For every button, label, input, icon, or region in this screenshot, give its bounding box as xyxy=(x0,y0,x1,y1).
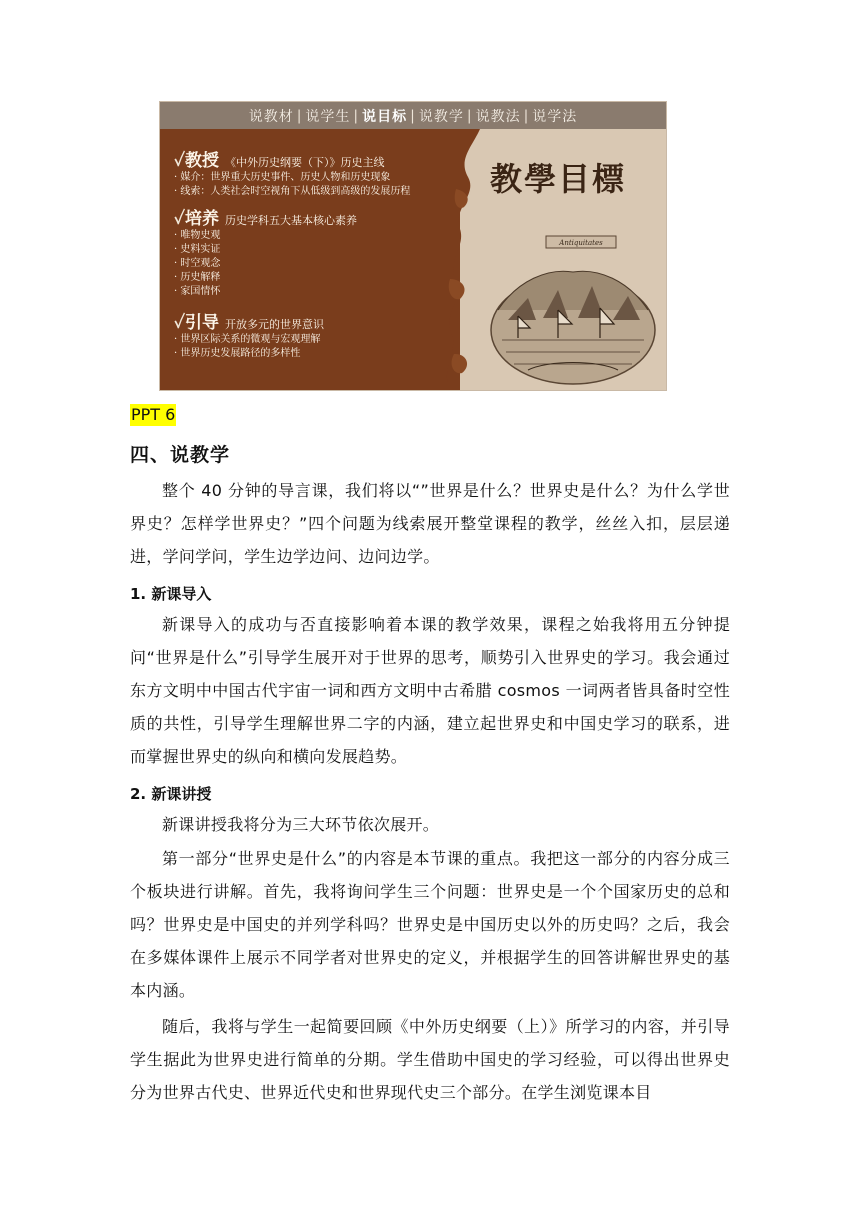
slide-nav-item: 说学法 xyxy=(532,108,578,125)
paragraph-three-parts: 新课讲授我将分为三大环节依次展开。 xyxy=(162,815,440,834)
engraving-illustration xyxy=(488,220,658,385)
slide-nav-item: 说教法 xyxy=(475,108,521,125)
slide-block-sub: 开放多元的世界意识 xyxy=(224,318,324,331)
slide-nav-item-active: 说目标 xyxy=(362,108,408,125)
slide-nav-item: 说学生 xyxy=(305,108,351,125)
section-heading: 四、说教学 xyxy=(130,444,231,466)
ppt-label-highlight: PPT 6 xyxy=(131,405,176,424)
slide-bullet: · 时空观念 xyxy=(174,258,221,269)
slide-nav-item: 说教学 xyxy=(418,108,464,125)
subheading-new-lesson-intro: 1. 新课导入 xyxy=(130,585,212,603)
slide-block-teach xyxy=(174,146,410,199)
slide-block-guide xyxy=(174,308,324,361)
slide-bullet: · 史料实证 xyxy=(174,244,221,255)
check-icon: ✓ xyxy=(174,151,185,171)
slide-bullet: · 世界历史发展路径的多样性 xyxy=(174,348,301,359)
slide-bullet: · 家国情怀 xyxy=(174,286,221,297)
slide-block-sub: 《中外历史纲要（下）》历史主线 xyxy=(224,156,385,169)
slide-nav-item: 说教材 xyxy=(248,108,294,125)
subheading-new-lesson-teaching: 2. 新课讲授 xyxy=(130,785,212,803)
slide-bullet: · 历史解释 xyxy=(174,272,221,283)
slide-block-sub: 历史学科五大基本核心素养 xyxy=(224,214,357,227)
slide-block-cultivate xyxy=(174,204,357,299)
paragraph-review: 随后，我将与学生一起简要回顾《中外历史纲要（上）》所学习的内容，并引导学生据此为世界史进行简单的分期。学生借助中国史的学习经验，可以得出世界史分为世界古代史、世界近代史和世界现代史三个部分。在学生浏览课本目 xyxy=(130,1017,730,1102)
engraving-caption: Antiquitates xyxy=(559,239,603,247)
slide-bullet: · 唯物史观 xyxy=(174,230,221,241)
slide-block-head: 教授 xyxy=(184,151,219,171)
slide-block-head: 引导 xyxy=(184,313,219,333)
check-icon: ✓ xyxy=(174,313,185,333)
slide-image xyxy=(160,102,666,390)
slide-big-title: 教學目標 xyxy=(490,160,627,198)
slide-nav-bar: 说教材 | 说学生 | 说目标 | 说教学 | 说教法 | 说学法 xyxy=(160,102,666,129)
check-icon: ✓ xyxy=(174,209,185,229)
paragraph-new-lesson-intro: 新课导入的成功与否直接影响着本课的教学效果，课程之始我将用五分钟提问“世界是什么”引导学生展开对于世界的思考，顺势引入世界史的学习。我会通过东方文明中中国古代宇宙一词和西方文明中古希腊 cosmos 一词两者皆具备时空性质的共性，引导学生理解世界二字的内涵，建立起世界史和中国史学习的联系，进而掌握世界史的纵向和横向发展趋势。 xyxy=(130,615,730,766)
intro-paragraph: 整个 40 分钟的导言课，我们将以“”世界是什么？世界史是什么？为什么学世界史？怎样学世界史？”四个问题为线索展开整堂课程的教学，丝丝入扣，层层递进，学问学问，学生边学边问、边问边学。 xyxy=(130,481,730,566)
slide-bullet: · 线索：人类社会时空视角下从低级到高级的发展历程 xyxy=(174,186,411,197)
slide-block-head: 培养 xyxy=(184,209,219,229)
paragraph-part-one: 第一部分“世界史是什么”的内容是本节课的重点。我把这一部分的内容分成三个板块进行讲解。首先，我将询问学生三个问题：世界史是一个个国家历史的总和吗？世界史是中国史的并列学科吗？世界史是中国历史以外的历史吗？之后，我会在多媒体课件上展示不同学者对世界史的定义，并根据学生的回答讲解世界史的基本内涵。 xyxy=(130,849,730,1000)
slide-bullet: · 媒介：世界重大历史事件、历史人物和历史现象 xyxy=(174,172,391,183)
slide-bullet: · 世界区际关系的微观与宏观理解 xyxy=(174,334,321,345)
